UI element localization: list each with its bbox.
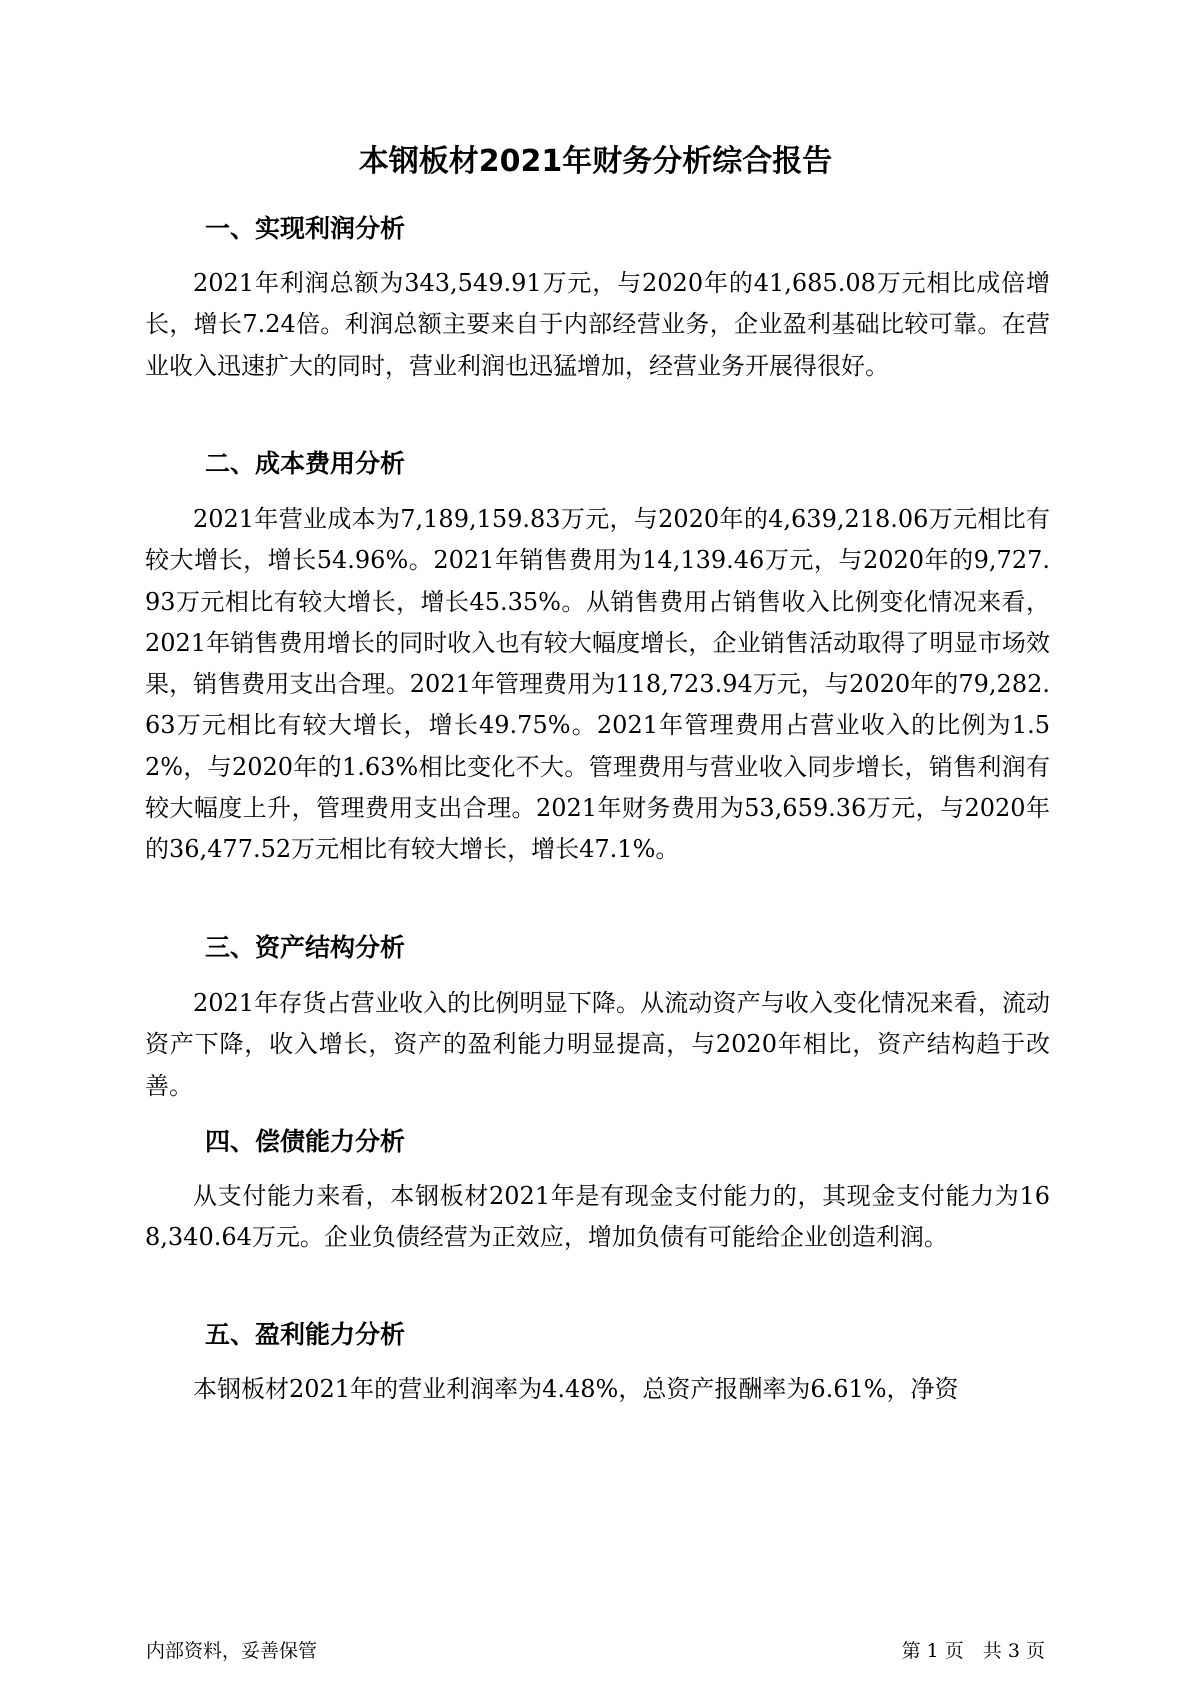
section-paragraph-solvency: 从支付能力来看，本钢板材2021年是有现金支付能力的，其现金支付能力为168,340.64万元。企业负债经营为正效应，增加负债有可能给企业创造利润。: [145, 1182, 1050, 1252]
section-heading-cost: 二、成本费用分析: [205, 449, 406, 478]
document-title: 本钢板材2021年财务分析综合报告: [358, 144, 833, 179]
section-heading-profitability: 五、盈利能力分析: [205, 1320, 406, 1349]
footer-page-prefix: 第: [901, 1640, 921, 1662]
section-heading-solvency: 四、偿债能力分析: [205, 1127, 406, 1156]
footer-page-mid: 页 共: [944, 1640, 1002, 1662]
section-heading-profit: 一、实现利润分析: [205, 214, 406, 243]
footer-page-current: 1: [926, 1640, 939, 1662]
section-paragraph-profit: 2021年利润总额为343,549.91万元，与2020年的41,685.08万元相比成倍增长，增长7.24倍。利润总额主要来自于内部经营业务，企业盈利基础比较可靠。在营业收入迅速扩大的同时，营业利润也迅猛增加，经营业务开展得很好。: [145, 269, 1050, 380]
footer-page-total: 3: [1007, 1640, 1020, 1662]
footer-page-number: [902, 1638, 1045, 1664]
footer-page-suffix: 页: [1025, 1640, 1045, 1662]
section-paragraph-assets: 2021年存货占营业收入的比例明显下降。从流动资产与收入变化情况来看，流动资产下降，收入增长，资产的盈利能力明显提高，与2020年相比，资产结构趋于改善。: [145, 989, 1050, 1100]
section-paragraph-cost: 2021年营业成本为7,189,159.83万元，与2020年的4,639,218.06万元相比有较大增长，增长54.96%。2021年销售费用为14,139.46万元，与2020年的9,727.93万元相比有较大增长，增长45.35%。从销售费用占销售收入比例变化情况来看，2021年销售费用增长的同时收入也有较大幅度增长，企业销售活动取得了明显市场效果，销售费用支出合理。2021年管理费用为118,723.94万元，与2020年的79,282.63万元相比有较大增长，增长49.75%。2021年管理费用占营业收入的比例为1.52%，与2020年的1.63%相比变化不大。管理费用与营业收入同步增长，销售利润有较大幅度上升，管理费用支出合理。2021年财务费用为53,659.36万元，与2020年的36,477.52万元相比有较大增长，增长47.1%。: [145, 505, 1050, 864]
section-heading-assets: 三、资产结构分析: [205, 933, 406, 962]
footer-confidential-note: 内部资料，妥善保管: [146, 1640, 318, 1662]
section-paragraph-profitability: 本钢板材2021年的营业利润率为4.48%，总资产报酬率为6.61%，净资: [193, 1375, 959, 1403]
